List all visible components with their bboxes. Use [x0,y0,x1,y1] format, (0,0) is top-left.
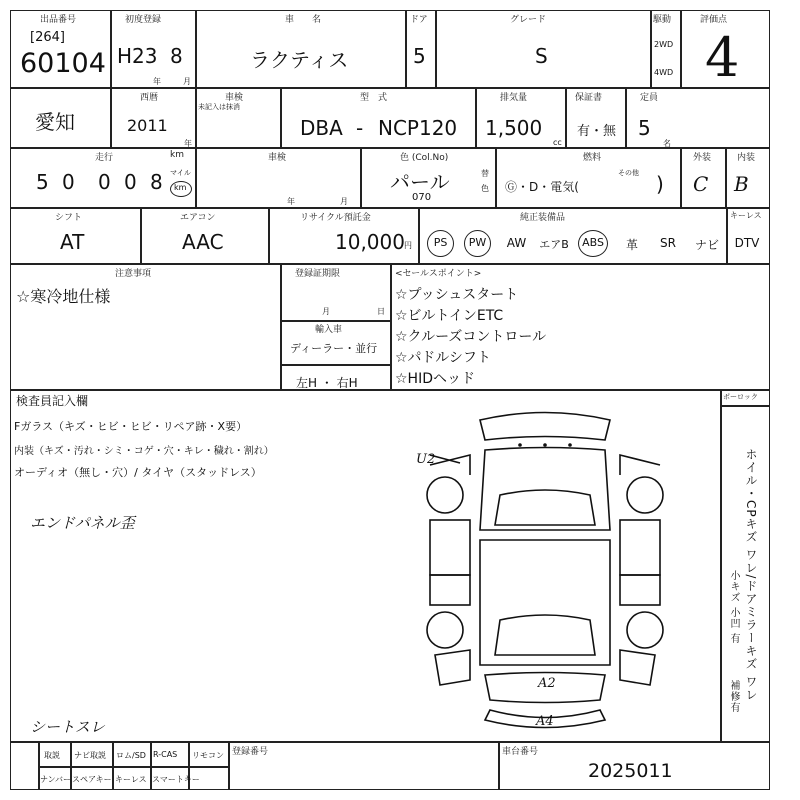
odo-digit-2: 0 [62,170,75,194]
drive-label: 駆動 [653,15,672,25]
reg-valid-day: 日 [377,307,385,316]
caution-value: ☆寒冷地仕様 [16,287,111,306]
int-label: 内装 [737,153,756,163]
inspector-hand-note-2: シートスレ [30,718,105,736]
year-value: 2011 [127,116,168,135]
side-text: ホイル・CPキズ ワレ/ドアミラーキズ ワレ [744,448,758,702]
period-note: 未記入は抹消 [198,103,240,111]
recycle-value: 10,000 [335,230,405,254]
inspector-hand-note-1: エンドパネル歪 [30,514,135,532]
foot-bottom-4: スマートキー [152,775,200,784]
hand-drive-value: 左H ・ 右H [296,376,358,390]
sales-label: <セールスポイント> [395,269,482,279]
model-name: ラクティス [250,48,349,72]
foot-top-2: ナビ取説 [74,751,106,760]
type-label: 型 式 [360,93,388,103]
doors-value: 5 [413,44,426,68]
grade-value: S [535,44,548,68]
cap-value: 5 [638,116,651,140]
chassis-label: 車台番号 [502,747,539,757]
sales-3: ☆クルーズコントロール [395,329,547,345]
equip-abs: ABS [582,236,604,249]
equip-dtv: DTV [734,236,760,250]
type-code: NCP120 [378,116,458,140]
cc-value: 1,500 [485,116,543,140]
sales-1: ☆プッシュスタート [395,287,519,303]
equip-airbag: エアB [539,238,569,251]
reg-era: H23 [117,44,158,68]
shift-value: AT [60,230,85,254]
side-text-2: 小キズ 小凹 有 [728,570,739,645]
odo-km: km [174,183,187,192]
int-value: B [734,172,749,196]
equip-leather: 革 [625,238,638,252]
cap-unit: 名 [663,139,671,148]
fuel-options: Ⓖ・D・電気( [505,180,579,194]
foot-bottom-3: キーレス [115,775,147,784]
odo-digit-1: 5 [36,170,49,194]
score-value: 4 [705,26,740,89]
fuel-other: その他 [618,169,639,177]
sales-4: ☆パドルシフト [395,350,491,366]
ext-value: C [693,172,709,196]
odo-digit-4: 0 [124,170,137,194]
hoken-label: 保証書 [575,93,603,103]
odo-mile: マイル [170,169,191,177]
score-label: 評価点 [700,15,728,25]
recycle-unit: 円 [404,241,412,250]
reg-year-unit: 年 [153,77,161,86]
reg-no-label: 登録番号 [232,747,269,757]
model-label: 車 名 [285,15,322,25]
lock-label: ポーロック [723,393,758,401]
foot-top-1: 取説 [44,751,60,760]
reg-label: 初度登録 [125,15,162,25]
reg-valid-label: 登録証期限 [295,269,341,279]
odo-label: 走行 [95,153,114,163]
foot-top-4: R-CAS [153,750,178,759]
type-dash: - [356,116,364,140]
area-value: 愛知 [35,110,75,134]
fuel-label: 燃料 [583,153,602,163]
equip-label: 純正装備品 [520,213,566,223]
equip-ps: PS [433,236,448,249]
diagram-mark-a4: A4 [536,714,554,729]
chassis-value: 2025011 [588,760,673,782]
foot-bottom-1: ナンバー [40,775,72,784]
ac-value: AAC [182,230,224,254]
grade-label: グレード [510,15,547,25]
hoken-value: 有・無 [577,124,617,139]
diagram-mark-a2: A2 [538,676,556,691]
type-prefix: DBA [300,116,343,140]
ext-label: 外装 [693,153,712,163]
inspector-line2: 内装（キズ・汚れ・シミ・コゲ・穴・キレ・穢れ・割れ） [14,446,274,457]
foot-bottom-2: スペアキー [72,775,112,784]
color-change-top: 替 [481,169,489,178]
drive-2wd: 2WD [654,40,674,49]
odo-digit-3: 0 [98,170,111,194]
odo-digit-5: 8 [150,170,163,194]
equip-pw: PW [468,236,487,249]
ac-label: エアコン [180,213,216,223]
color-no: 070 [412,192,432,203]
foot-top-5: リモコン [192,751,224,760]
keyless-label: キーレス [730,211,762,220]
inspector-line3: オーディオ（無し・穴）/ タイヤ（スタッドレス） [14,466,262,479]
inspect-month: 月 [340,197,348,206]
cc-label: 排気量 [500,93,528,103]
inspect-label: 車検 [268,153,287,163]
year-unit: 年 [184,139,192,148]
equip-navi: ナビ [694,238,719,252]
diagram-mark-u2: U2 [416,452,436,467]
inspector-title: 検査員記入欄 [16,394,89,408]
sales-5: ☆HIDヘッド [395,371,475,387]
color-label: 色 (Col.No) [400,153,449,163]
side-text-3: 補修有 [728,680,739,713]
odo-km-label: km [170,150,184,160]
cap-label: 定員 [640,93,659,103]
color-value: パール [390,170,450,194]
doors-label: ドア [410,15,428,25]
caution-label: 注意事項 [115,269,152,279]
equip-sr: SR [660,236,676,250]
reg-month: 8 [170,44,183,68]
recycle-label: リサイクル預託金 [300,213,371,223]
lot-label: 出品番号 [40,15,77,25]
sales-2: ☆ビルトインETC [395,308,504,324]
lot-number: 60104 [20,48,106,79]
drive-4wd: 4WD [654,68,674,77]
import-value: ディーラー・並行 [290,342,378,355]
import-label: 輸入車 [315,325,343,335]
fuel-close: ) [656,172,664,196]
cc-unit: cc [553,138,562,147]
reg-valid-month: 月 [322,307,330,316]
reg-month-unit: 月 [183,77,191,86]
inspector-line1: Fガラス（キズ・ヒビ・ヒビ・リペア跡・X要） [14,420,248,433]
color-change-bottom: 色 [481,184,489,193]
shift-label: シフト [55,213,83,223]
year-label: 西暦 [140,93,159,103]
inspect-year: 年 [287,197,295,206]
equip-aw: AW [506,236,527,250]
period-label: 車検 [225,93,244,103]
foot-top-3: ロム/SD [116,751,146,760]
lot-prefix: [264] [30,30,65,45]
